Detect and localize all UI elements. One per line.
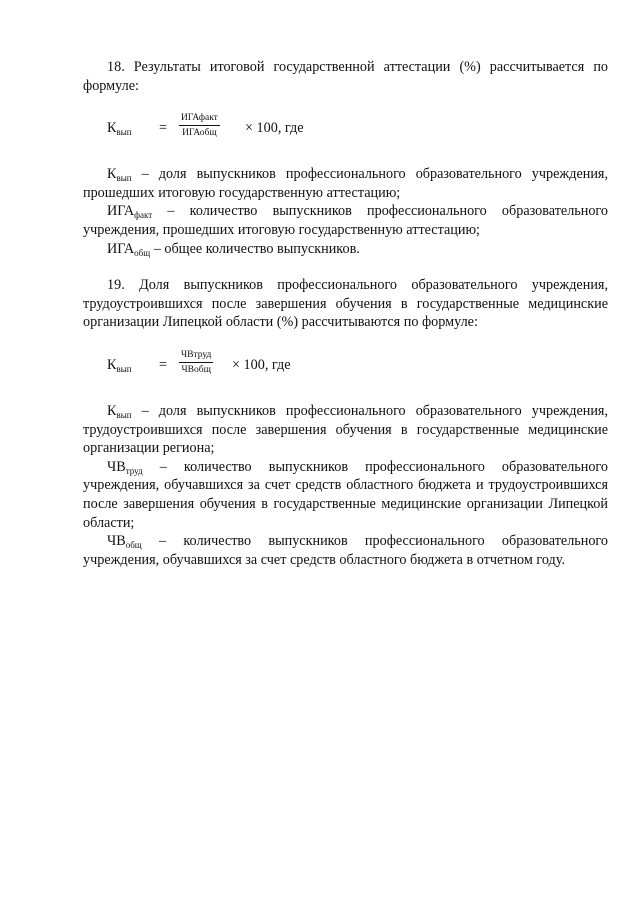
fraction [179,111,220,140]
definition-k-vyp: $К_{вып}$ – доля выпускников профессионального образовательного учреждения, трудоустроившихся после завершения обучения в государственные медицинские организации региона; [83,402,608,457]
formula-19 [107,344,608,388]
definition-iga-obsch: $ИГА_{общ}$ – общее количество выпускников. [107,240,360,258]
formula-lhs: $К_{вып}$ [107,120,132,138]
definition-iga-fakt: $ИГА_{факт}$ – количество выпускников профессионального образовательного учреждения, прошедших итоговую государственную аттестацию; [83,203,608,238]
item-18-intro: 18. Результаты итоговой государственной аттестации (%) рассчитывается по формуле: [83,59,608,94]
formula-18 [107,107,608,151]
item-19-intro: 19. Доля выпускников профессионального образовательного учреждения, трудоустроившихся после завершения обучения в государственные медицинские организации Липецкой области (%) рассчитываются по формуле: [83,277,608,331]
formula-tail: × 100, где [232,356,291,373]
document-page [83,58,608,569]
definition-k-vyp: $К_{вып}$ – доля выпускников профессионального образовательного учреждения, прошедших итоговую государственную аттестацию; [83,166,608,201]
fraction-numerator: ИГАфакт [179,111,220,126]
fraction [179,348,213,377]
fraction-denominator: ЧВобщ [181,364,211,375]
definition-chv-obsch: $ЧВ_{общ}$ – количество выпускников профессионального образовательного учреждения, обучавшихся за счет средств областного бюджета в отчетном году. [83,533,608,568]
section-item-19 [83,276,608,569]
equals-sign: = [159,120,168,137]
equals-sign: = [159,356,168,373]
fraction-numerator: ЧВтруд [179,348,213,363]
formula-tail: × 100, где [245,120,304,137]
fraction-denominator: ИГАобщ [182,128,217,139]
formula-lhs: $К_{вып}$ [107,356,132,374]
definition-chv-trud: $ЧВ_{труд}$ – количество выпускников профессионального образовательного учреждения, обучавшихся за счет средств областного бюджета и трудоустроившихся после завершения обучения в государственные медицинские организации Липецкой области; [83,458,608,531]
section-item-18 [83,58,608,258]
section-gap [83,258,608,276]
